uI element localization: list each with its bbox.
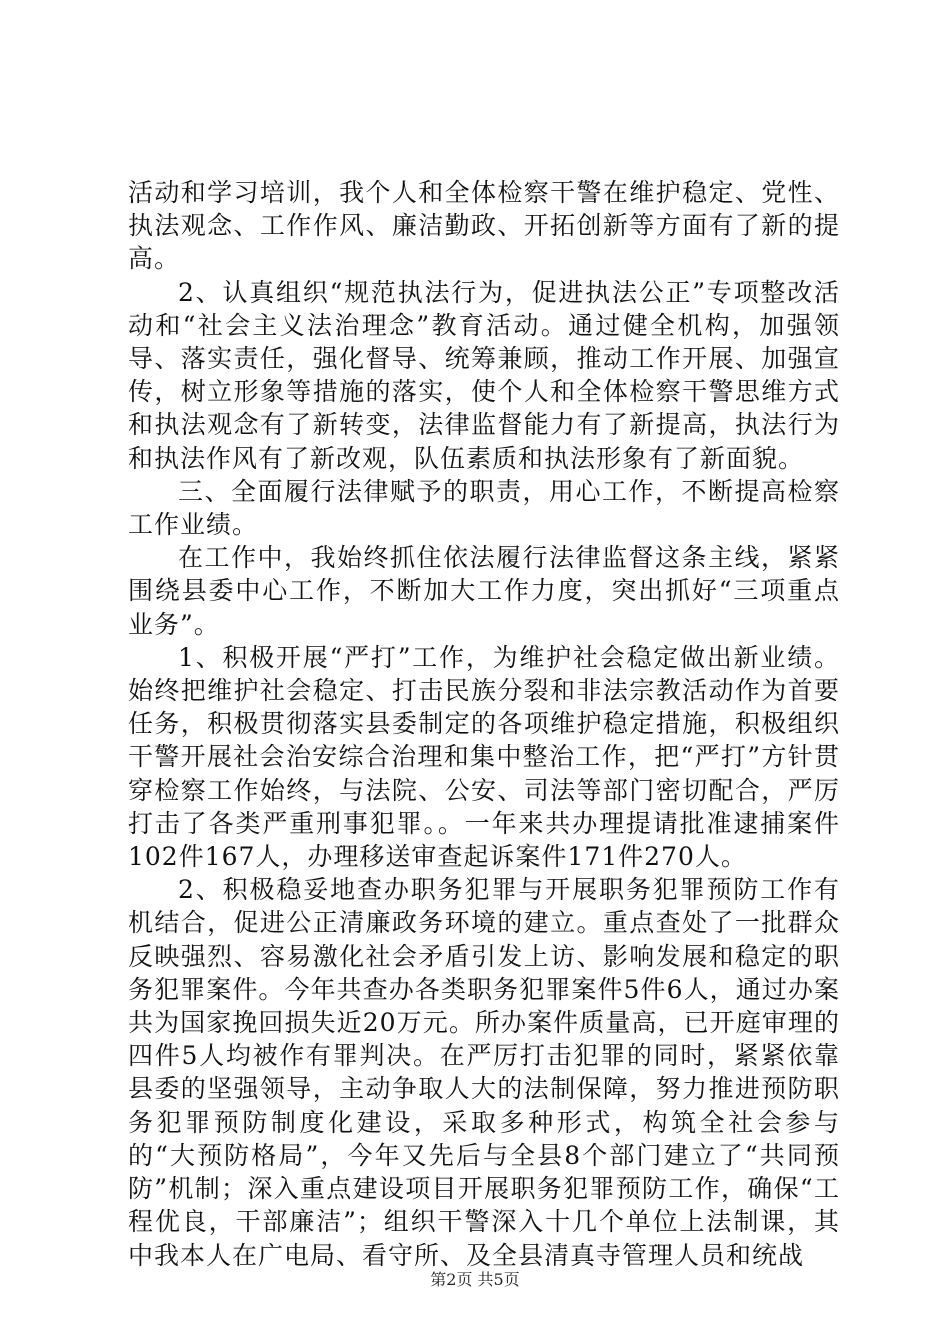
paragraph-item-2-rectification: 2、认真组织“规范执法行为，促进执法公正”专项整改活动和“社会主义法治理念”教育活动。通过健全机构，加强领导、落实责任，强化督导、统筹兼顾，推动工作开展、加强宣传，树立形象等措施的落实，使个人和全体检察干警思维方式和执法观念有了新转变，法律监督能力有了新提高，执法行为和执法作风有了新改观，队伍素质和执法形象有了新面貌。: [128, 277, 840, 473]
paragraph-item-2-duty-crime: 2、积极稳妥地查办职务犯罪与开展职务犯罪预防工作有机结合，促进公正清廉政务环境的建立。重点查处了一批群众反映强烈、容易激化社会矛盾引发上访、影响发展和稳定的职务犯罪案件。今年共查办各类职务犯罪案件5件6人，通过办案共为国家挽回损失近20万元。所办案件质量高，已开庭审理的四件5人均被作有罪判决。在严厉打击犯罪的同时，紧紧依靠县委的坚强领导，主动争取人大的法制保障，努力推进预防职务犯罪预防制度化建设，采取多种形式，构筑全社会参与的“大预防格局”，今年又先后与全县8个部门建立了“共同预防”机制；深入重点建设项目开展职务犯罪预防工作，确保“工程优良，干部廉洁”；组织干警深入十几个单位上法制课，其中我本人在广电局、看守所、及全县清真寺管理人员和统战: [128, 875, 840, 1270]
paragraph-continuation: 活动和学习培训，我个人和全体检察干警在维护稳定、党性、执法观念、工作作风、廉洁勤政、开拓创新等方面有了新的提高。: [128, 178, 840, 274]
paragraph-item-1-strike-hard: 1、积极开展“严打”工作，为维护社会稳定做出新业绩。始终把维护社会稳定、打击民族分裂和非法宗教活动作为首要任务，积极贯彻落实县委制定的各项维护稳定措施，积极组织干警开展社会治安综合治理和集中整治工作，把“严打”方针贯穿检察工作始终，与法院、公安、司法等部门密切配合，严厉打击了各类严重刑事犯罪。。一年来共办理提请批准逮捕案件102件167人，办理移送审查起诉案件171件270人。: [128, 642, 840, 872]
paragraph-work-mainline: 在工作中，我始终抓住依法履行法律监督这条主线，紧紧围绕县委中心工作，不断加大工作力度，突出抓好“三项重点业务”。: [128, 543, 840, 639]
page-number-footer: 第2页 共5页: [430, 1270, 520, 1289]
section-heading-three: 三、全面履行法律赋予的职责，用心工作，不断提高检察工作业绩。: [128, 476, 840, 540]
document-body: [128, 176, 840, 1272]
